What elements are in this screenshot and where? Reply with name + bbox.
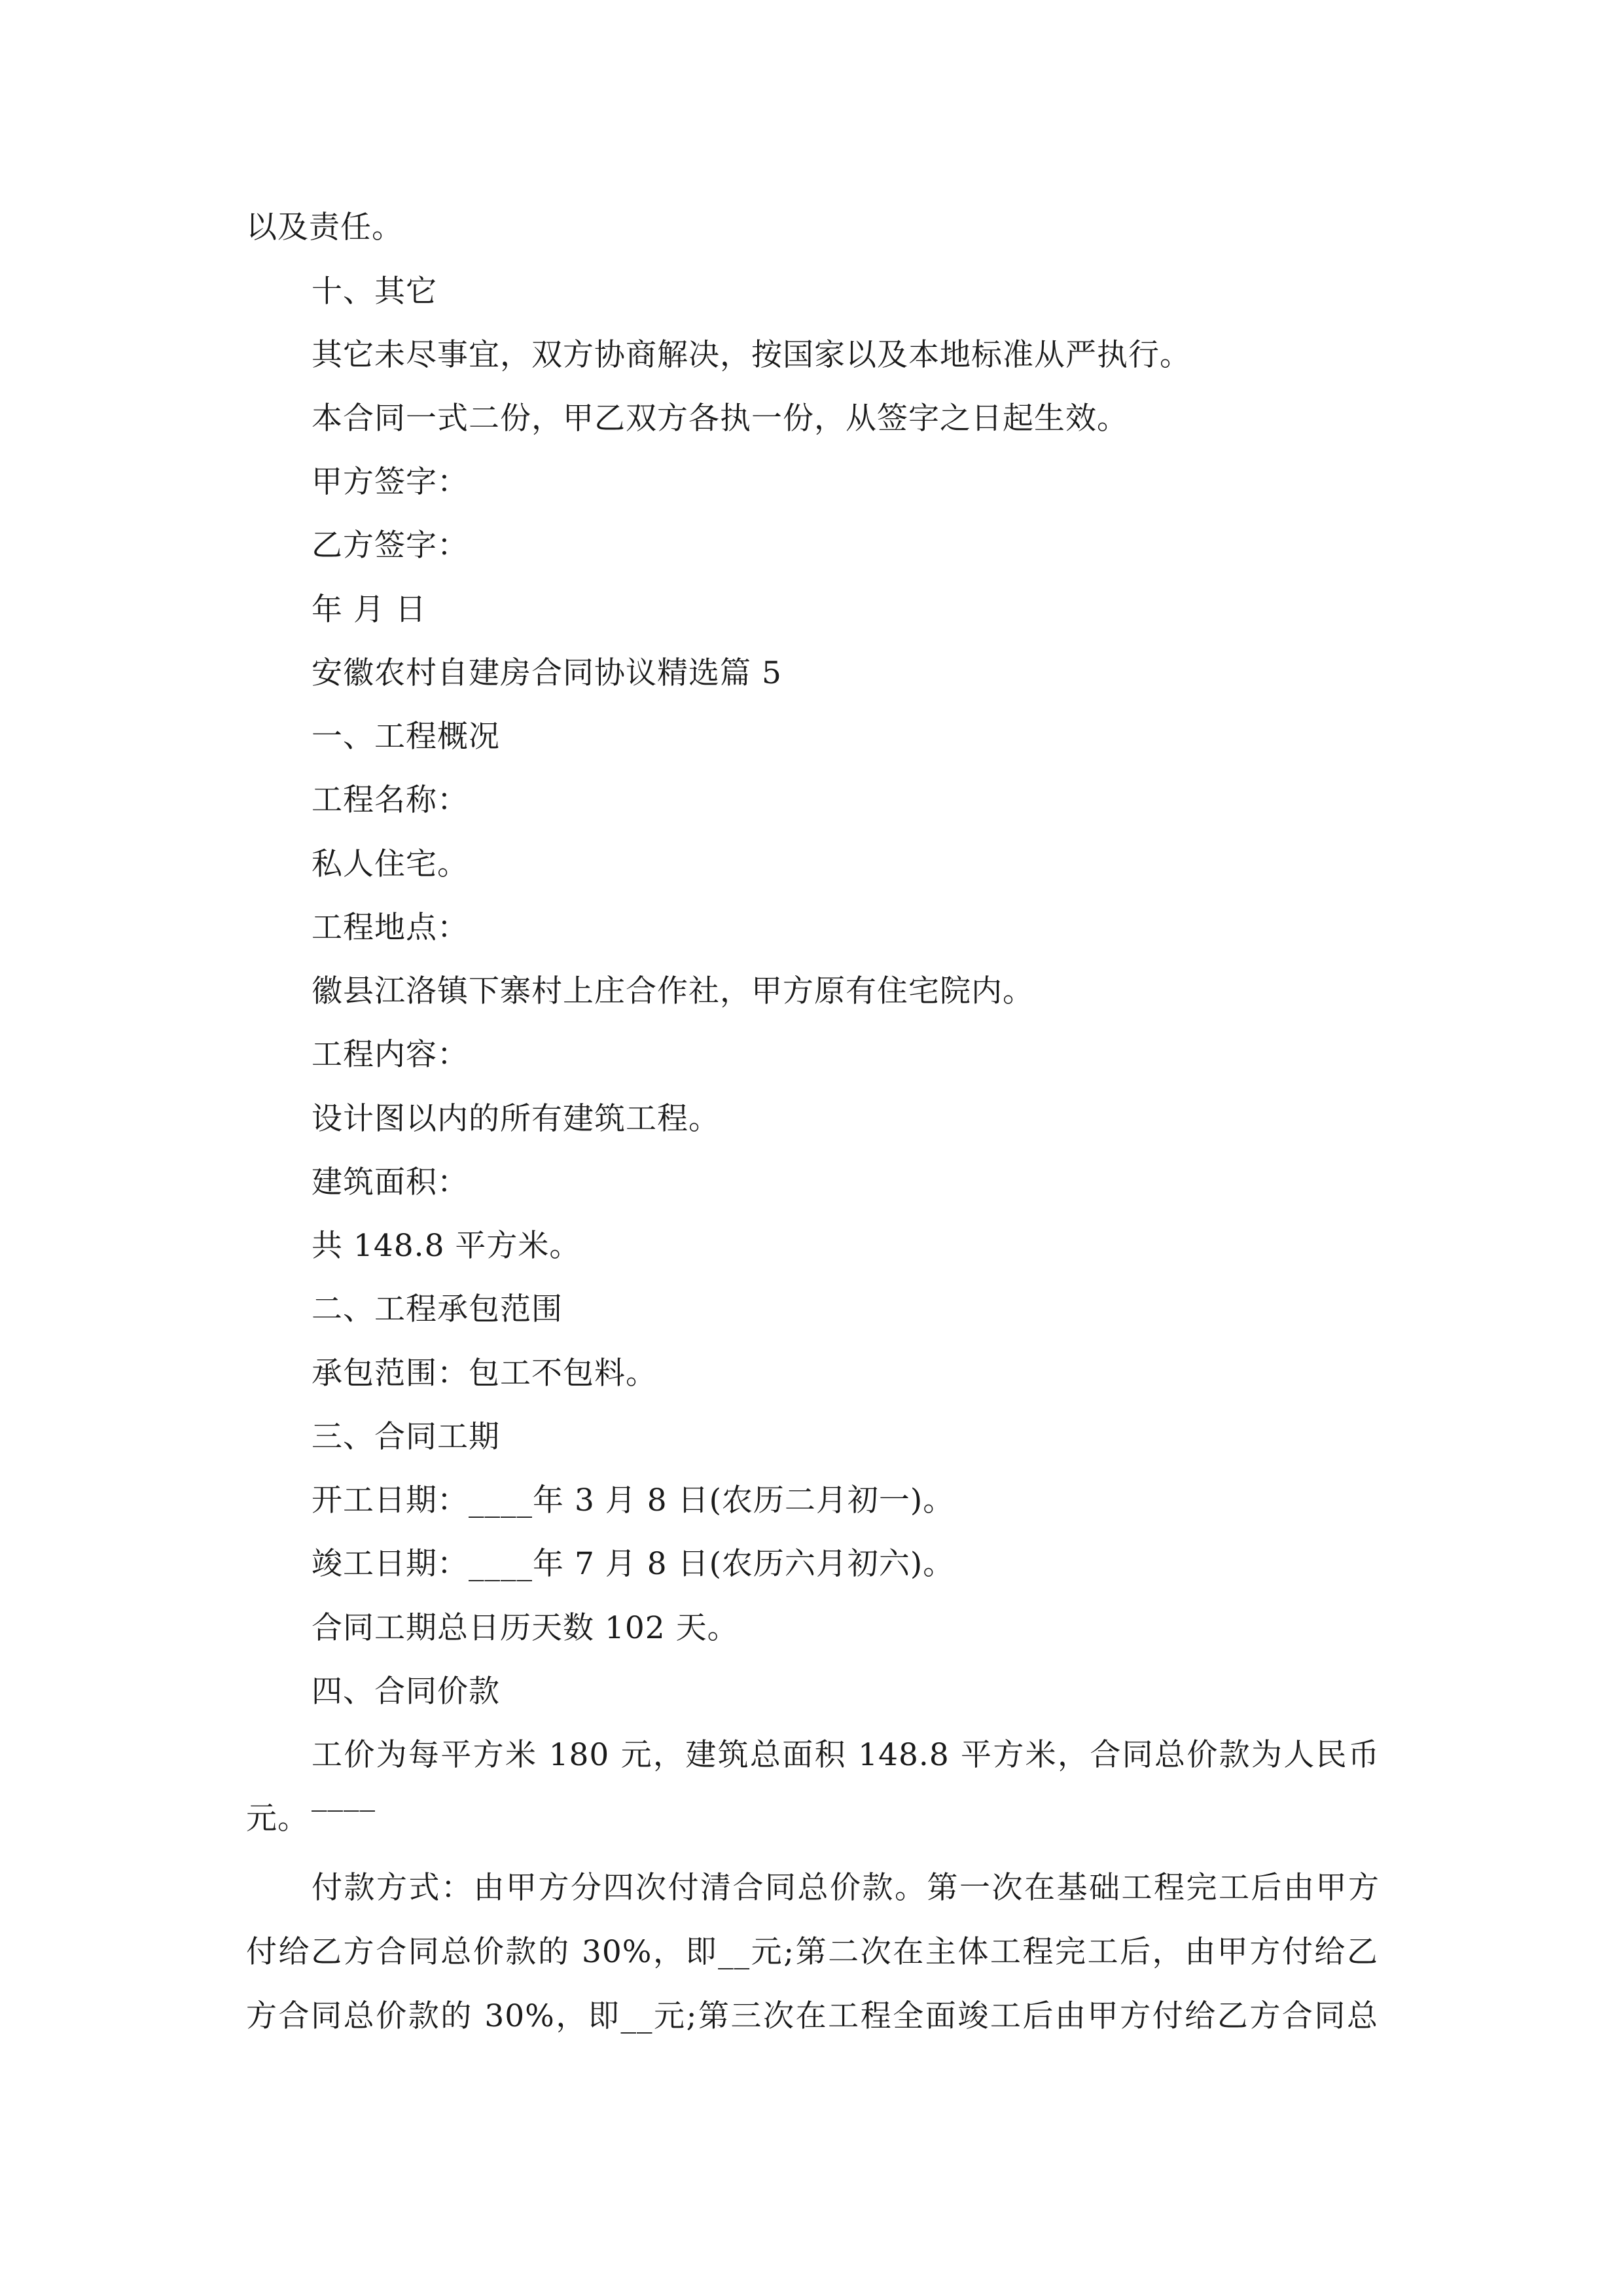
field-value: 徽县江洛镇下寨村上庄合作社，甲方原有住宅院内。 — [312, 973, 1034, 1009]
paragraph-line: 方合同总价款的 30%，即__元;第三次在工程全面竣工后由甲方付给乙方合同总 — [246, 1998, 1378, 2034]
section-heading: 四、合同价款 — [312, 1674, 500, 1710]
paragraph-line: 其它未尽事宜，双方协商解决，按国家以及本地标准从严执行。 — [312, 337, 1191, 373]
date-line: 年 月 日 — [312, 592, 427, 628]
paragraph-line: 付给乙方合同总价款的 30%，即__元;第二次在主体工程完工后，由甲方付给乙 — [246, 1934, 1378, 1970]
field-value: 共 148.8 平方米。 — [312, 1228, 581, 1264]
section-heading: 二、工程承包范围 — [312, 1291, 563, 1327]
paragraph-line: 本合同一式二份，甲乙双方各执一份，从签字之日起生效。 — [312, 401, 1128, 437]
paragraph-line: 承包范围：包工不包料。 — [312, 1355, 657, 1391]
field-label: 工程名称： — [312, 782, 469, 818]
field-label: 工程地点： — [312, 910, 469, 946]
field-value: 私人住宅。 — [312, 846, 469, 882]
paragraph-line: 开工日期：____年 3 月 8 日(农历二月初一)。 — [312, 1482, 955, 1518]
section-heading: 十、其它 — [312, 274, 437, 310]
signature-line-party-b: 乙方签字： — [312, 528, 469, 564]
document-title: 安徽农村自建房合同协议精选篇 5 — [312, 655, 782, 691]
paragraph-line: 元。 — [246, 1801, 309, 1837]
section-heading: 三、合同工期 — [312, 1419, 500, 1455]
paragraph-line: 竣工日期：____年 7 月 8 日(农历六月初六)。 — [312, 1546, 955, 1582]
field-label: 建筑面积： — [312, 1164, 469, 1200]
field-label: 工程内容： — [312, 1037, 469, 1073]
field-value: 设计图以内的所有建筑工程。 — [312, 1101, 720, 1137]
paragraph-line: 以及责任。 — [246, 209, 403, 245]
paragraph-line: 付款方式：由甲方分四次付清合同总价款。第一次在基础工程完工后由甲方 — [312, 1870, 1380, 1906]
signature-line-party-a: 甲方签字： — [312, 464, 469, 500]
paragraph-line: 工价为每平方米 180 元，建筑总面积 148.8 平方米，合同总价款为人民币____ — [312, 1737, 1380, 1812]
section-heading: 一、工程概况 — [312, 719, 500, 755]
paragraph-line: 合同工期总日历天数 102 天。 — [312, 1610, 739, 1646]
